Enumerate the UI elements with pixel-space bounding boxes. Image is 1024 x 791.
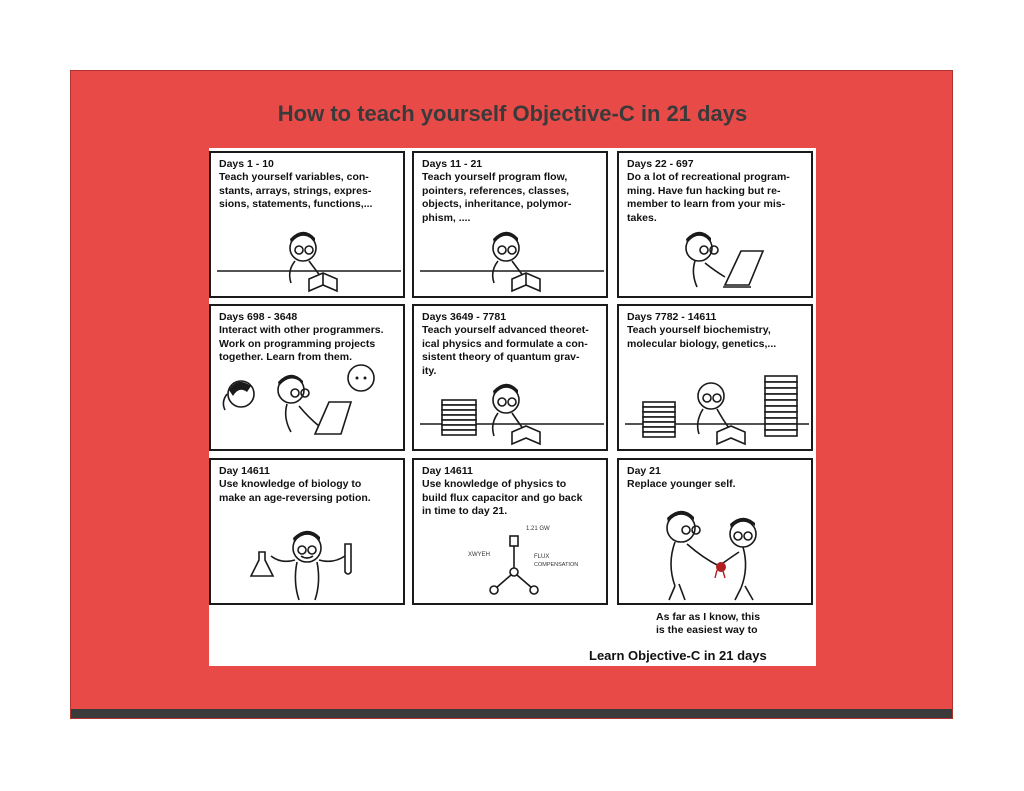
panel-text: Teach yourself program flow, pointers, references, classes, objects, inheritance, polymor- phism, .... <box>422 171 572 224</box>
panel-title: Day 14611 <box>219 465 270 477</box>
panel-text: Do a lot of recreational program- ming. Have fun hacking but re- member to learn from your mis- takes. <box>627 171 790 224</box>
books-tall-stack-drawing <box>619 306 813 451</box>
sketch-label-flux: FLUX <box>534 554 550 560</box>
potion-person-drawing <box>211 460 405 605</box>
comic-panel-4 <box>209 304 405 451</box>
comic-panel-7 <box>209 458 405 605</box>
reading-person-drawing <box>211 153 405 298</box>
sketch-label-compensation: COMPENSATION <box>534 562 579 568</box>
panel-text: Teach yourself advanced theoret- ical physics and formulate a con- sistent theory of quantum grav- ity. <box>422 324 589 377</box>
comic-tagline: Learn Objective-C in 21 days <box>589 648 767 663</box>
panel-title: Days 7782 - 14611 <box>627 311 717 323</box>
panel-text: Use knowledge of biology to make an age-reversing potion. <box>219 478 371 504</box>
group-programming-drawing <box>211 306 405 451</box>
slide-footer-bar <box>71 709 952 718</box>
flux-capacitor-sketch <box>414 460 608 605</box>
panel-title: Days 1 - 10 <box>219 158 274 170</box>
comic-panel-6 <box>617 304 813 451</box>
books-person-drawing <box>414 306 608 451</box>
comic-panel-5 <box>412 304 608 451</box>
panel-text: Teach yourself variables, con- stants, arrays, strings, expres- sions, statements, functions,... <box>219 171 373 210</box>
panel-text: Teach yourself biochemistry, molecular biology, genetics,... <box>627 324 777 350</box>
panel-text: Replace younger self. <box>627 478 736 490</box>
replace-younger-self-drawing <box>619 460 813 605</box>
panel-title: Days 11 - 21 <box>422 158 483 170</box>
panel-text: Interact with other programmers. Work on programming projects together. Learn from them. <box>219 324 384 363</box>
panel-title: Day 21 <box>627 465 661 477</box>
panel-title: Days 698 - 3648 <box>219 311 298 323</box>
panel-title: Days 3649 - 7781 <box>422 311 507 323</box>
comic-panel-3 <box>617 151 813 298</box>
panel-title: Days 22 - 697 <box>627 158 694 170</box>
reading-person-drawing <box>414 153 608 298</box>
comic-panel-2 <box>412 151 608 298</box>
sketch-label-top: 1.21 GW <box>526 526 550 532</box>
comic-caption: As far as I know, this is the easiest way to <box>656 611 761 636</box>
comic-panel-8 <box>412 458 608 605</box>
laptop-person-drawing <box>619 153 813 298</box>
comic-strip <box>209 148 816 666</box>
sketch-label-left: XWYEH <box>468 552 491 558</box>
slide-title: How to teach yourself Objective-C in 21 days <box>277 101 748 126</box>
panel-text: Use knowledge of physics to build flux capacitor and go back in time to day 21. <box>422 478 583 517</box>
comic-panel-9 <box>617 458 813 605</box>
panel-title: Day 14611 <box>422 465 473 477</box>
comic-panel-1 <box>209 151 405 298</box>
presentation-slide <box>70 70 953 719</box>
